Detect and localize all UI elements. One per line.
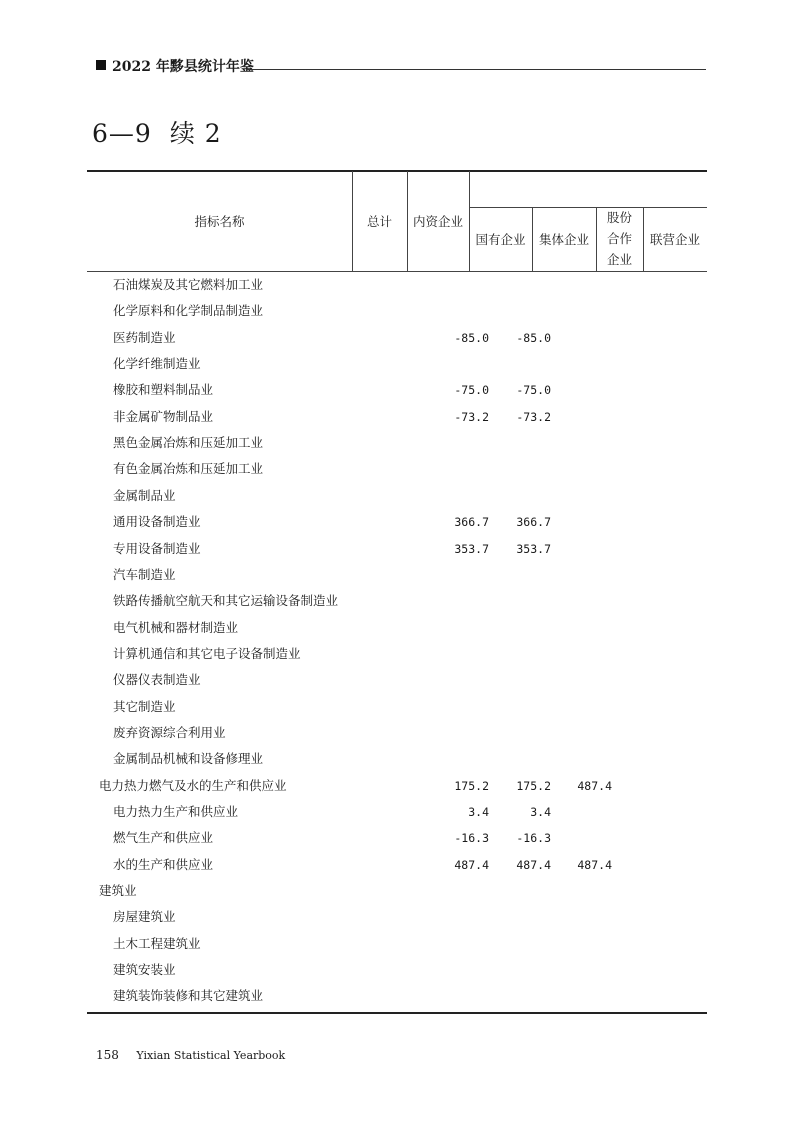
table-row (87, 694, 707, 720)
row-name: 金属制品机械和设备修理业 (113, 751, 264, 767)
col-header-joint-stock-line2: 合作 (606, 231, 632, 246)
row-name: 汽车制造业 (113, 566, 176, 582)
cell-domestic: 353.7 (516, 541, 551, 556)
cell-domestic: -16.3 (516, 831, 551, 846)
table-row (87, 430, 707, 456)
table-row (87, 325, 707, 351)
row-name: 黑色金属冶炼和压延加工业 (113, 435, 264, 451)
row-name: 其它制造业 (113, 698, 176, 714)
cell-state-owned: 487.4 (577, 857, 612, 872)
row-name: 医药制造业 (113, 329, 176, 345)
page-footer (96, 1048, 285, 1062)
row-name: 房屋建筑业 (113, 909, 176, 925)
table-row (87, 957, 707, 983)
cell-domestic: 366.7 (516, 515, 551, 530)
table-row (87, 456, 707, 482)
row-name: 建筑业 (99, 883, 137, 899)
col-divider (469, 171, 470, 271)
square-bullet-icon (96, 60, 106, 70)
table-row (87, 720, 707, 746)
subheader-rule (469, 207, 707, 208)
running-header (96, 56, 706, 76)
table-row (87, 931, 707, 957)
row-name: 非金属矿物制品业 (113, 408, 214, 424)
row-name: 有色金属冶炼和压延加工业 (113, 461, 264, 477)
table-row (87, 878, 707, 904)
table-row (87, 852, 707, 878)
row-name: 水的生产和供应业 (113, 856, 214, 872)
table-row (87, 272, 707, 298)
cell-total: 487.4 (454, 857, 489, 872)
table-row (87, 799, 707, 825)
table-row (87, 404, 707, 430)
col-header-domestic: 内资企业 (412, 214, 463, 229)
table-row (87, 615, 707, 641)
row-name: 化学原料和化学制品制造业 (113, 303, 264, 319)
col-header-name: 指标名称 (194, 214, 245, 229)
row-name: 废弃资源综合利用业 (113, 724, 226, 740)
table-row (87, 562, 707, 588)
cell-total: -85.0 (454, 330, 489, 345)
row-name: 电力热力燃气及水的生产和供应业 (99, 777, 287, 793)
table-row (87, 641, 707, 667)
cell-state-owned: 487.4 (577, 778, 612, 793)
table-bottom-rule (87, 1012, 707, 1014)
yearbook-title: 2022 年黟县统计年鉴 (112, 59, 254, 75)
cell-total: -73.2 (454, 409, 489, 424)
row-name: 建筑安装业 (113, 962, 176, 978)
table-row (87, 667, 707, 693)
row-name: 电气机械和器材制造业 (113, 619, 239, 635)
table-row (87, 509, 707, 535)
cell-domestic: -85.0 (516, 330, 551, 345)
row-name: 化学纤维制造业 (113, 356, 201, 372)
row-name: 石油煤炭及其它燃料加工业 (113, 277, 264, 292)
table-row (87, 536, 707, 562)
row-name: 通用设备制造业 (113, 514, 201, 530)
cell-total: -16.3 (454, 831, 489, 846)
cell-domestic: 175.2 (516, 778, 551, 793)
col-header-collective: 集体企业 (538, 232, 589, 247)
table-row (87, 351, 707, 377)
row-name: 土木工程建筑业 (113, 935, 201, 951)
table-row (87, 746, 707, 772)
page-number: 158 (96, 1048, 119, 1062)
table-row (87, 825, 707, 851)
row-name: 仪器仪表制造业 (113, 672, 201, 688)
table-row (87, 483, 707, 509)
table-title-suffix: 续 2 (169, 119, 222, 148)
publication-name: Yixian Statistical Yearbook (136, 1049, 286, 1062)
table-row (87, 904, 707, 930)
col-header-total: 总计 (366, 214, 392, 229)
table-top-rule (87, 170, 707, 172)
table-row (87, 588, 707, 614)
row-name: 建筑装饰装修和其它建筑业 (113, 988, 264, 1004)
row-name: 电力热力生产和供应业 (113, 804, 239, 819)
row-name: 铁路传播航空航天和其它运输设备制造业 (113, 593, 339, 609)
col-header-joint-stock-line1: 股份 (606, 210, 632, 225)
col-header-joint-venture: 联营企业 (649, 232, 700, 247)
header-rule (246, 69, 706, 70)
row-name: 金属制品业 (113, 487, 176, 503)
row-name: 计算机通信和其它电子设备制造业 (113, 645, 301, 661)
table-row (87, 377, 707, 403)
row-name: 橡胶和塑料制品业 (113, 382, 214, 398)
table-number: 6—9 (92, 119, 152, 148)
cell-total: 175.2 (454, 778, 489, 793)
cell-domestic: 3.4 (530, 805, 551, 819)
col-header-joint-stock (596, 208, 643, 270)
cell-domestic: -73.2 (516, 409, 551, 424)
cell-total: 3.4 (468, 805, 489, 819)
cell-total: 353.7 (454, 541, 489, 556)
table-row (87, 773, 707, 799)
cell-total: -75.0 (454, 383, 489, 398)
cell-domestic: 487.4 (516, 857, 551, 872)
table-row (87, 298, 707, 324)
cell-total: 366.7 (454, 515, 489, 530)
col-header-joint-stock-line3: 企业 (606, 252, 632, 267)
table-row (87, 983, 707, 1009)
cell-domestic: -75.0 (516, 383, 551, 398)
row-name: 专用设备制造业 (113, 540, 201, 556)
row-name: 燃气生产和供应业 (113, 830, 214, 846)
col-header-state-owned: 国有企业 (475, 232, 526, 247)
table-title (92, 114, 222, 150)
